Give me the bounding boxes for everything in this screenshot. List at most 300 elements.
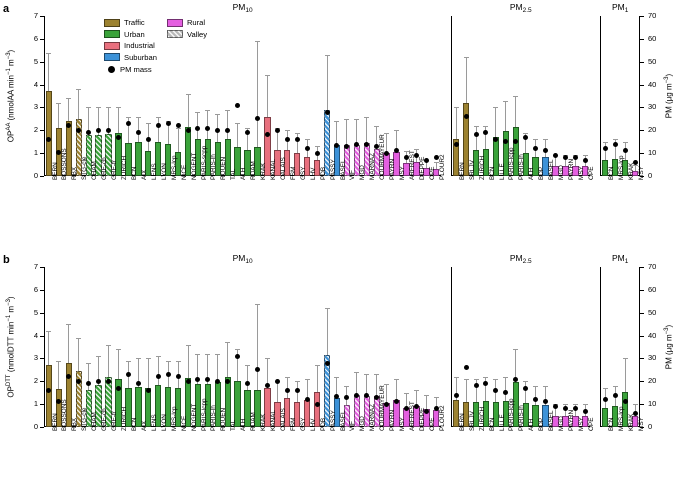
error-bar-cap [96, 356, 101, 357]
error-bar [505, 101, 506, 132]
error-bar-cap [434, 397, 439, 398]
pm-mass-point [474, 132, 479, 137]
panel-b-letter: b [3, 254, 10, 266]
x-tick-label: GSY [299, 166, 307, 180]
y-tick-right: 30 [648, 353, 657, 363]
x-tick-label: BCN [607, 417, 615, 431]
error-bar-cap [215, 354, 220, 355]
pm-mass-point [364, 393, 369, 398]
error-bar-cap [76, 338, 81, 339]
error-bar-cap [46, 331, 51, 332]
x-tick-label: MARNAZ [369, 404, 377, 431]
y-tick-left: 3 [33, 353, 38, 363]
error-bar-cap [46, 53, 51, 54]
error-bar [327, 308, 328, 355]
y-tick-right: 50 [648, 56, 657, 66]
error-bar-cap [513, 349, 518, 350]
error-bar-cap [315, 365, 320, 366]
y-tick-left: 5 [33, 56, 38, 66]
error-bar [495, 107, 496, 137]
error-bar [515, 96, 516, 127]
x-tick-label: BERN [51, 413, 59, 431]
chart-group-pm1 [600, 253, 645, 431]
group-title: $PM_{10}$ [232, 253, 253, 265]
y-tick-right: 20 [648, 125, 657, 135]
error-bar-cap [245, 365, 250, 366]
error-bar-cap [533, 139, 538, 140]
y-tick-right: 40 [648, 79, 657, 89]
error-bar [148, 358, 149, 388]
error-bar-cap [96, 107, 101, 108]
pm-mass-point [166, 121, 171, 126]
error-bar-cap [255, 304, 260, 305]
chart-group-pm10 [44, 253, 446, 431]
pm-mass-point [195, 126, 200, 131]
error-bar-cap [156, 356, 161, 357]
error-bar [336, 121, 337, 145]
error-bar [68, 324, 69, 363]
y-tick-left: 6 [33, 284, 38, 294]
chart-group-pm2.5 [451, 2, 595, 180]
error-bar-cap [285, 130, 290, 131]
error-bar-cap [116, 107, 121, 108]
error-bar-cap [56, 103, 61, 104]
y-tick-left: 0 [33, 171, 38, 180]
x-tick-label: CALAIS [279, 408, 287, 431]
x-tick-label: SRLJV [468, 160, 476, 180]
error-bar [227, 342, 228, 376]
pm-mass-point [344, 395, 349, 400]
legend-label: Urban [124, 29, 145, 39]
x-tick-label: PARIS-scpp [200, 145, 208, 180]
x-tick-label: ROUEN [220, 407, 228, 431]
error-bar [376, 374, 377, 396]
pm-mass-point [146, 388, 151, 393]
x-tick-label: ZURICH [478, 155, 486, 180]
pm-mass-point [513, 377, 518, 382]
x-tick-label: ZURICH [478, 406, 486, 431]
error-bar [257, 41, 258, 147]
x-tick-label: OPE [587, 166, 595, 180]
error-bar [88, 363, 89, 390]
pm-mass-dot-icon [108, 66, 115, 73]
x-tick-label: BCN [131, 166, 138, 180]
pm-mass-point [96, 379, 101, 384]
pm-mass-point [86, 381, 91, 386]
x-tick-label: VIF [349, 170, 357, 180]
x-tick-label: PARIS-lcpp [200, 398, 208, 431]
y-tick-left: 2 [33, 125, 38, 135]
x-tick-label: DIEPPE [419, 407, 426, 431]
error-bar-cap [334, 121, 339, 122]
x-tick-label: PAYRN [568, 409, 576, 431]
group-title: $PM_1$ [611, 2, 629, 14]
error-bar-cap [344, 119, 349, 120]
error-bar [188, 345, 189, 378]
legend [104, 18, 217, 77]
x-tick-label: MGD [558, 416, 566, 431]
error-bar-cap [186, 94, 191, 95]
x-tick-label: GRE-cb [101, 408, 109, 431]
pm-mass-point [483, 381, 488, 386]
pm-mass-point [96, 128, 101, 133]
error-bar [78, 89, 79, 119]
error-bar [346, 119, 347, 145]
x-tick-labels [451, 398, 595, 502]
y-tickmark-left [40, 427, 44, 428]
x-tick-label: BASEL [339, 159, 347, 180]
x-tick-label: AIX [140, 420, 148, 431]
error-bar [78, 338, 79, 371]
pm-mass-point [106, 128, 111, 133]
error-bar [118, 349, 119, 379]
y-tick-left: 7 [33, 11, 38, 20]
error-bar-cap [543, 139, 548, 140]
x-tick-label: MRS-lcp [170, 155, 178, 180]
x-tick-label: PARIS-lh [210, 154, 218, 180]
y-tick-right: 60 [648, 33, 657, 43]
error-bar-cap [86, 107, 91, 108]
legend-swatch [167, 30, 183, 38]
chart-group-pm2.5 [451, 253, 595, 431]
x-tick-label: BOSSONS [61, 148, 69, 180]
x-tick-label: RBX [71, 166, 79, 180]
error-bar [297, 133, 298, 154]
pm-mass-point [176, 123, 181, 128]
error-bar [247, 365, 248, 390]
error-bar-cap [394, 379, 399, 380]
error-bar-cap [146, 358, 151, 359]
x-tick-label: AIX [140, 169, 148, 180]
pm-mass-point [146, 137, 151, 142]
x-tick-label: MSY [399, 417, 407, 431]
error-bar-cap [354, 372, 359, 373]
error-bar-cap [106, 345, 111, 346]
x-tick-label: OPE [428, 166, 436, 180]
error-bar [396, 379, 397, 400]
error-bar-cap [136, 358, 141, 359]
error-bar-cap [464, 57, 469, 58]
error-bar-cap [543, 386, 548, 387]
error-bar-cap [503, 101, 508, 102]
x-tick-label: LILLE [498, 163, 506, 180]
error-bar-cap [613, 139, 618, 140]
error-bar-cap [195, 112, 200, 113]
pm-mass-point [354, 393, 359, 398]
error-bar [505, 377, 506, 401]
pm-mass-point [285, 388, 290, 393]
error-bar-cap [235, 349, 240, 350]
y-tickmark-right [640, 16, 644, 17]
x-tick-label: TAL [230, 168, 238, 180]
x-tick-label: ZURICH [121, 406, 129, 431]
pm-mass-point [116, 135, 121, 140]
pm-mass-point [623, 399, 628, 404]
pm-mass-point [275, 128, 280, 133]
y-tickmark-right [640, 62, 644, 63]
pm-mass-point [603, 146, 608, 151]
error-bar-cap [533, 386, 538, 387]
error-bar-cap [76, 89, 81, 90]
error-bar-cap [573, 404, 578, 405]
x-tick-label: RBX [71, 417, 79, 431]
x-tick-label: LILLE [498, 414, 506, 431]
pm-mass-point [235, 354, 240, 359]
x-tick-label: KRAK [627, 162, 635, 180]
error-bar-cap [603, 388, 608, 389]
y-tickmark-right [640, 336, 644, 337]
error-bar-cap [513, 96, 518, 97]
error-bar [207, 110, 208, 140]
y-tickmark-right [640, 313, 644, 314]
x-tick-label: MSY [399, 166, 407, 180]
y-tickmark-right [640, 358, 644, 359]
x-tick-label: LYON [160, 414, 168, 431]
x-tick-label: GSY [299, 417, 307, 431]
legend-item-urban [104, 30, 167, 39]
pm-mass-point [126, 121, 131, 126]
error-bar-cap [424, 395, 429, 396]
pm-mass-point [553, 153, 558, 158]
y-axis-label-right: PM (µg $m^{-3}$) [664, 324, 674, 370]
x-tick-label: PAYRN [389, 158, 397, 180]
pm-mass-point [483, 130, 488, 135]
legend-label: PM mass [120, 65, 152, 74]
pm-mass-point [454, 393, 459, 398]
pm-mass-point [275, 379, 280, 384]
error-bar-cap [474, 379, 479, 380]
bars-layer [600, 16, 640, 176]
error-bar [317, 365, 318, 391]
x-tick-label: GRE-fr [111, 160, 119, 180]
error-bar-cap [66, 324, 71, 325]
y-tick-left: 1 [33, 399, 38, 409]
x-tick-label: KRAK [260, 162, 268, 180]
y-tick-left: 3 [33, 102, 38, 112]
error-bar-cap [255, 41, 260, 42]
x-tick-labels [44, 385, 446, 502]
pm-mass-point [225, 128, 230, 133]
pm-mass-point [315, 402, 320, 407]
x-tick-label: ATH [240, 167, 248, 180]
error-bar-cap [374, 126, 379, 127]
x-tick-label: RDAM [250, 412, 258, 431]
error-bar-cap [295, 133, 300, 134]
x-tick-label: RDAM [250, 161, 258, 180]
x-tick-label: OPE [428, 417, 436, 431]
error-bar [48, 331, 49, 365]
pm-mass-point [295, 388, 300, 393]
pm-mass-point [533, 146, 538, 151]
y-tick-left: 7 [33, 262, 38, 271]
y-tickmark-right [640, 130, 644, 131]
pm-mass-point [225, 379, 230, 384]
y-tick-right: 0 [648, 171, 653, 180]
y-tick-left: 4 [33, 79, 38, 89]
pm-mass-point [543, 148, 548, 153]
legend-item-suburban [104, 53, 167, 62]
pm-mass-point [325, 361, 330, 366]
y-tick-right: 20 [648, 376, 657, 386]
pm-mass-point [474, 383, 479, 388]
legend-label: Traffic [124, 18, 145, 27]
y-tick-right: 70 [648, 11, 657, 20]
pm-mass-point [205, 126, 210, 131]
error-bar-cap [265, 358, 270, 359]
x-tick-labels [600, 155, 645, 258]
pm-mass-point [156, 374, 161, 379]
error-bar-cap [176, 361, 181, 362]
pm-mass-point [603, 397, 608, 402]
x-tick-label: BCN [488, 417, 496, 431]
error-bar-cap [225, 342, 230, 343]
x-tick-label: ARFREST [409, 401, 417, 431]
x-tick-label: PDB [319, 417, 327, 431]
x-tick-label: STG-cle [81, 156, 89, 180]
pm-mass-point [305, 397, 310, 402]
y-tick-right: 60 [648, 284, 657, 294]
pm-mass-point [454, 142, 459, 147]
y-tick-right: 10 [648, 399, 657, 409]
x-tick-label: BASEL [548, 410, 556, 431]
pm-mass-point [464, 114, 469, 119]
y-tick-left: 6 [33, 33, 38, 43]
y-tickmark-right [640, 290, 644, 291]
error-bar-cap [86, 363, 91, 364]
legend-item-rural [167, 18, 217, 27]
error-bar-cap [394, 130, 399, 131]
x-tick-label: MARNAZ [369, 153, 377, 180]
error-bar-cap [583, 404, 588, 405]
pm-mass-point [553, 404, 558, 409]
error-bar [58, 103, 59, 128]
error-bar-cap [454, 107, 459, 108]
y-tickmark-right [640, 39, 644, 40]
pm-mass-point [315, 151, 320, 156]
x-tick-label: KANAL [270, 410, 278, 431]
x-tick-label: SRLJV [468, 411, 476, 431]
x-tick-label: PARIS-lcpp [508, 398, 516, 431]
error-bar [48, 53, 49, 92]
y-tick-left: 1 [33, 148, 38, 158]
error-bar-cap [613, 386, 618, 387]
legend-item-valley [167, 30, 217, 39]
bars-layer [451, 16, 590, 176]
x-tick-label: MSY [637, 166, 645, 180]
pm-mass-point [126, 372, 131, 377]
error-bar-cap [245, 128, 250, 129]
error-bar-cap [404, 393, 409, 394]
y-tickmark-left [40, 176, 44, 177]
pm-mass-point [364, 142, 369, 147]
pm-mass-point [623, 148, 628, 153]
legend-item-pm-mass [104, 65, 217, 74]
error-bar-cap [483, 377, 488, 378]
x-tick-label: NICE [180, 415, 188, 431]
group-title: $PM_{10}$ [232, 2, 253, 14]
group-title: $PM_1$ [611, 253, 629, 265]
pm-mass-point [116, 386, 121, 391]
legend-item-industrial [104, 41, 167, 50]
x-tick-label: FSM [289, 166, 297, 180]
x-tick-label: MSY [637, 417, 645, 431]
error-bar [456, 107, 457, 139]
y-tick-left: 0 [33, 422, 38, 431]
y-axis-label-left: $OP^{DTT}$ (nmolDTT $\min^{-1} m^{-3}$) [6, 296, 16, 398]
error-bar-cap [186, 345, 191, 346]
x-tick-label: PAYRN [389, 409, 397, 431]
x-tick-label: PLOUR2 [438, 405, 446, 431]
error-bar-cap [503, 377, 508, 378]
x-tick-label: GRE-cb [101, 157, 109, 180]
error-bar [327, 55, 328, 110]
error-bar-cap [205, 110, 210, 111]
pm-mass-point [523, 386, 528, 391]
x-tick-label: PASSY [329, 410, 337, 431]
error-bar [476, 126, 477, 150]
x-tick-label: OPE [587, 417, 595, 431]
x-tick-label: CHAM [91, 412, 99, 431]
legend-label: Industrial [124, 41, 155, 50]
pm-mass-point [583, 158, 588, 163]
error-bar-cap [623, 142, 628, 143]
pm-mass-point [255, 367, 260, 372]
legend-swatch [167, 19, 183, 27]
error-bar-cap [215, 114, 220, 115]
pm-mass-point [533, 397, 538, 402]
x-tick-label: BERN [51, 162, 59, 180]
error-bar-cap [474, 126, 479, 127]
x-tick-label: BCN [488, 166, 496, 180]
error-bar [227, 110, 228, 140]
error-bar-cap [325, 308, 330, 309]
y-axis-label-right: PM (µg $m^{-3}$) [664, 73, 674, 119]
x-tick-label: PARIS-lh [210, 405, 218, 431]
bars-layer [600, 267, 640, 427]
x-tick-label: LHV [309, 167, 317, 180]
pm-mass-point [295, 137, 300, 142]
x-tick-label: BERN [458, 162, 466, 180]
y-tick-right: 10 [648, 148, 657, 158]
x-tick-label: KRAK [260, 413, 268, 431]
x-tick-label: MRS-lcp [617, 406, 625, 431]
y-tickmark-right [640, 381, 644, 382]
pm-mass-point [186, 379, 191, 384]
pm-mass-point [245, 381, 250, 386]
error-bar-cap [325, 55, 330, 56]
y-tick-right: 30 [648, 102, 657, 112]
x-tick-label: FSM [289, 417, 297, 431]
pm-mass-point [613, 142, 618, 147]
error-bar [466, 57, 467, 103]
x-tick-label: LYON [160, 163, 168, 180]
panel-b [0, 251, 685, 502]
x-tick-label: BASEL [339, 410, 347, 431]
y-tick-right: 50 [648, 307, 657, 317]
error-bar-cap [205, 354, 210, 355]
y-tick-left: 2 [33, 376, 38, 386]
x-tick-label: BDP [538, 166, 546, 180]
error-bar [277, 381, 278, 402]
error-bar [108, 345, 109, 377]
x-tick-label: STG-cle [81, 407, 89, 431]
x-tick-label: VIF [349, 421, 357, 431]
error-bar-cap [285, 377, 290, 378]
pm-mass-point [245, 130, 250, 135]
error-bar-cap [315, 146, 320, 147]
legend-swatch [104, 19, 120, 27]
error-bar-cap [156, 117, 161, 118]
